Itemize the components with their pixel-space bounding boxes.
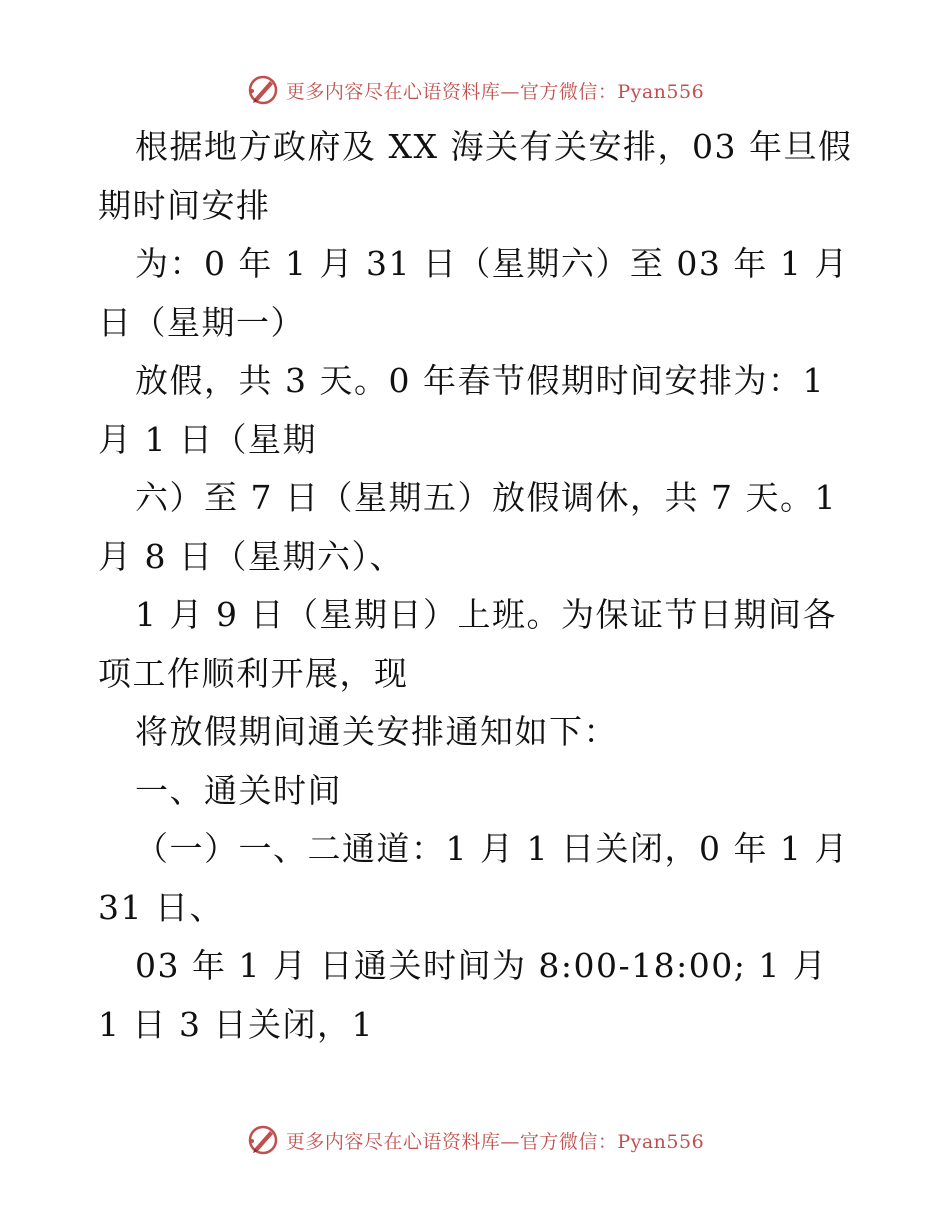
text-line: 月 1 日（星期	[98, 419, 317, 459]
pen-logo-icon	[246, 73, 280, 107]
text-line: 项工作顺利开展，现	[98, 653, 409, 693]
text-line: 日（星期一）	[98, 302, 305, 342]
header-banner	[0, 70, 950, 110]
text-line: 期时间安排	[98, 185, 271, 225]
text-line: 月 8 日（星期六）、	[98, 536, 404, 576]
document-body	[98, 118, 858, 1054]
text-line: 03 年 1 月 日通关时间为 8:00-18:00; 1 月	[135, 946, 828, 985]
text-line: 六）至 7 日（星期五）放假调休，共 7 天。1	[135, 478, 837, 517]
header-banner-text: 更多内容尽在心语资料库—官方微信：Pyan556	[285, 80, 705, 103]
text-line: 根据地方政府及 XX 海关有关安排，03 年旦假	[135, 127, 853, 166]
pen-logo-icon	[246, 1123, 280, 1157]
text-line: （一）一、二通道：1 月 1 日关闭，0 年 1 月	[135, 829, 849, 868]
footer-banner-content	[246, 1123, 704, 1157]
text-line: 为：0 年 1 月 31 日（星期六）至 03 年 1 月	[135, 244, 849, 283]
text-line: 1 日 3 日关闭，1	[98, 1004, 374, 1044]
footer-banner-text: 更多内容尽在心语资料库—官方微信：Pyan556	[285, 1130, 705, 1153]
text-line: 将放假期间通关安排通知如下：	[135, 712, 618, 751]
header-banner-content	[246, 73, 704, 107]
text-line: 31 日、	[98, 887, 224, 927]
text-line: 放假，共 3 天。0 年春节假期时间安排为：1	[135, 361, 825, 400]
footer-banner	[0, 1120, 950, 1160]
text-line: 一、通关时间	[135, 770, 342, 810]
text-line: 1 月 9 日（星期日）上班。为保证节日期间各	[135, 595, 837, 634]
